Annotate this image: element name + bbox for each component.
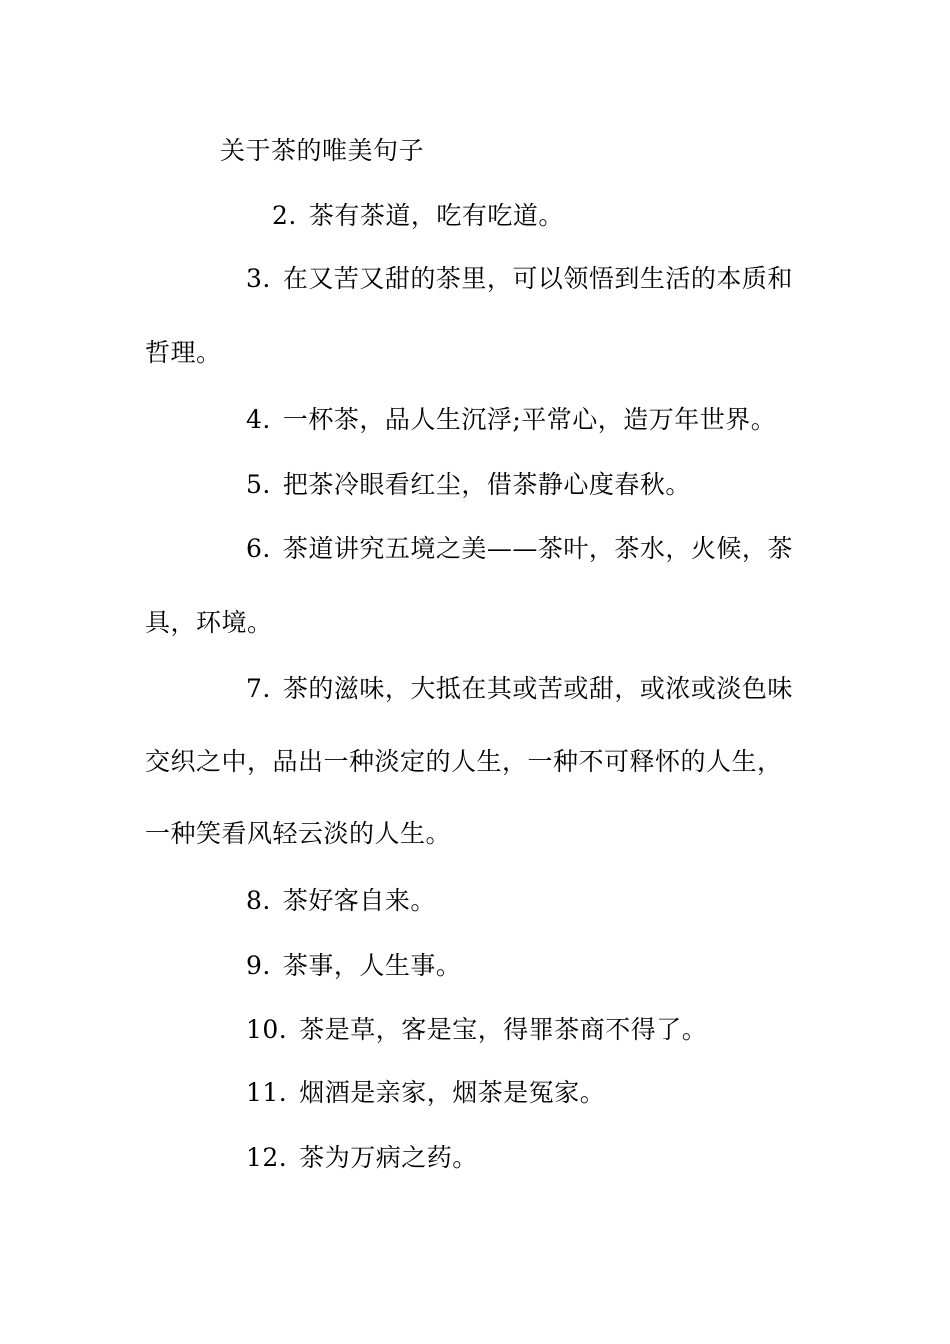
item-text: 茶事，人生事。 bbox=[282, 951, 462, 980]
item-text: 烟酒是亲家，烟茶是冤家。 bbox=[299, 1078, 606, 1107]
list-item bbox=[272, 201, 564, 231]
item-text: 在又苦又甜的茶里，可以领悟到生活的本质和 bbox=[282, 264, 793, 293]
item-number: 11. bbox=[246, 1078, 288, 1107]
item-text: 一杯茶，品人生沉浮;平常心，造万年世界。 bbox=[282, 405, 777, 434]
item-text-continued: 具，环境。 bbox=[145, 608, 273, 637]
item-text: 茶有茶道，吃有吃道。 bbox=[308, 201, 564, 230]
item-number: 12. bbox=[246, 1143, 288, 1172]
item-number: 4. bbox=[246, 405, 271, 434]
item-text-continued: 交织之中，品出一种淡定的人生，一种不可释怀的人生， bbox=[145, 747, 783, 776]
item-number: 2. bbox=[272, 201, 297, 230]
list-item bbox=[246, 405, 776, 435]
list-item bbox=[246, 470, 691, 500]
list-item bbox=[246, 674, 793, 704]
document-title: 关于茶的唯美句子 bbox=[220, 136, 425, 165]
item-number: 10. bbox=[246, 1015, 288, 1044]
list-item bbox=[246, 1078, 605, 1108]
item-text: 茶为万病之药。 bbox=[299, 1143, 478, 1172]
item-text: 茶好客自来。 bbox=[282, 886, 436, 915]
item-text: 茶道讲究五境之美——茶叶，茶水，火候，茶 bbox=[282, 534, 793, 563]
item-number: 6. bbox=[246, 534, 271, 563]
item-text: 茶的滋味，大抵在其或苦或甜，或浓或淡色味 bbox=[282, 674, 793, 703]
item-text: 茶是草，客是宝，得罪茶商不得了。 bbox=[299, 1015, 708, 1044]
item-number: 9. bbox=[246, 951, 271, 980]
list-item bbox=[246, 1143, 478, 1173]
list-item bbox=[246, 534, 793, 564]
item-number: 5. bbox=[246, 470, 271, 499]
item-number: 3. bbox=[246, 264, 271, 293]
list-item bbox=[246, 1015, 707, 1045]
item-number: 8. bbox=[246, 886, 271, 915]
item-text-continued: 哲理。 bbox=[145, 338, 222, 367]
list-item bbox=[246, 886, 436, 916]
item-text-continued: 一种笑看风轻云淡的人生。 bbox=[145, 819, 452, 848]
list-item bbox=[246, 264, 793, 294]
item-text: 把茶冷眼看红尘，借茶静心度春秋。 bbox=[282, 470, 691, 499]
item-number: 7. bbox=[246, 674, 271, 703]
list-item bbox=[246, 951, 461, 981]
